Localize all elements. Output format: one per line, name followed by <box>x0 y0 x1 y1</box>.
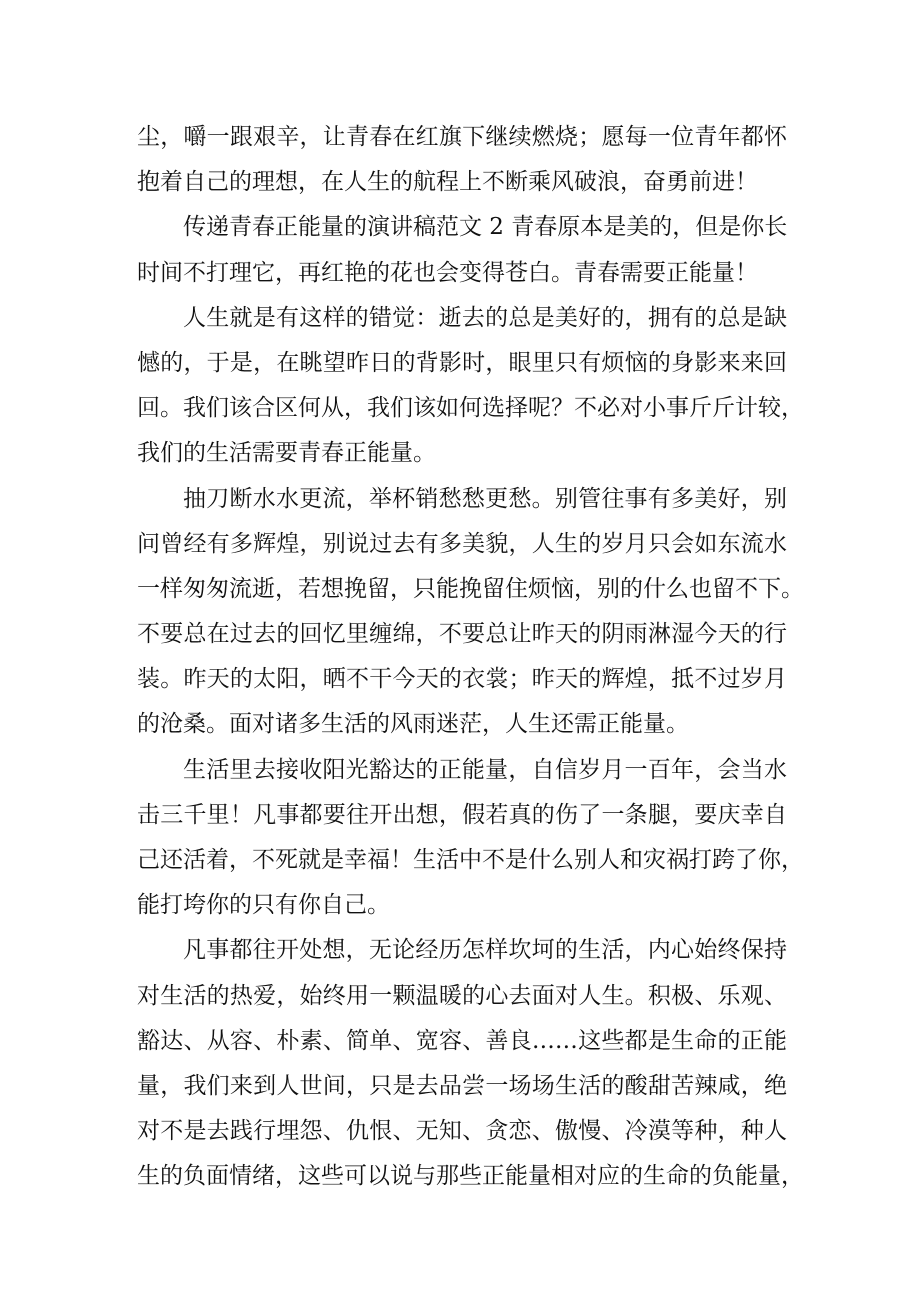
text-line: 问曾经有多辉煌，别说过去有多美貌，人生的岁月只会如东流水 <box>137 530 787 557</box>
text-line: 凡事都往开处想，无论经历怎样坎坷的生活，内心始终保持 <box>183 937 787 964</box>
text-line: 己还活着，不死就是幸福！生活中不是什么别人和灾祸打跨了你， <box>137 847 804 873</box>
text-line: 对不是去践行埋怨、仇恨、无知、贪恋、傲慢、冷漠等种，种人 <box>137 1118 787 1145</box>
text-line: 豁达、从容、朴素、简单、宽容、善良……这些都是生命的正能 <box>137 1027 787 1054</box>
text-line: 抽刀断水水更流，举杯销愁愁更愁。别管往事有多美好，别 <box>183 485 787 512</box>
body-text <box>137 115 804 1200</box>
text-line: 时间不打理它，再红艳的花也会变得苍白。青春需要正能量！ <box>137 259 758 286</box>
text-line: 尘，嚼一跟艰辛，让青春在红旗下继续燃烧；愿每一位青年都怀 <box>137 124 787 150</box>
text-line: 传递青春正能量的演讲稿范文 2 青春原本是美的，但是你长 <box>183 214 788 241</box>
text-line: 生的负面情绪，这些可以说与那些正能量相对应的生命的负能量， <box>137 1163 804 1190</box>
text-line: 我们的生活需要青春正能量。 <box>137 440 436 467</box>
text-line: 装。昨天的太阳，晒不干今天的衣裳；昨天的辉煌，抵不过岁月 <box>137 666 787 693</box>
text-line: 击三千里！凡事都要往开出想，假若真的伤了一条腿，要庆幸自 <box>137 801 787 828</box>
text-line: 抱着自己的理想，在人生的航程上不断乘风破浪，奋勇前进！ <box>137 169 758 196</box>
text-line: 不要总在过去的回忆里缠绵，不要总让昨天的阴雨淋湿今天的行 <box>137 621 787 648</box>
text-line: 人生就是有这样的错觉：逝去的总是美好的，拥有的总是缺 <box>183 304 787 331</box>
text-line: 量，我们来到人世间，只是去品尝一场场生活的酸甜苦辣咸，绝 <box>137 1072 787 1099</box>
text-line: 憾的，于是，在眺望昨日的背影时，眼里只有烦恼的身影来来回 <box>137 349 787 376</box>
text-line: 的沧桑。面对诸多生活的风雨迷茫，人生还需正能量。 <box>137 711 689 738</box>
text-line: 对生活的热爱，始终用一颗温暖的心去面对人生。积极、乐观、 <box>137 982 787 1009</box>
text-line: 回。我们该合区何从，我们该如何选择呢？不必对小事斤斤计较， <box>137 395 804 422</box>
text-line: 一样匆匆流逝，若想挽留，只能挽留住烦恼，别的什么也留不下。 <box>137 575 804 602</box>
text-line: 生活里去接收阳光豁达的正能量，自信岁月一百年，会当水 <box>183 756 787 783</box>
text-line: 能打垮你的只有你自己。 <box>137 892 390 919</box>
